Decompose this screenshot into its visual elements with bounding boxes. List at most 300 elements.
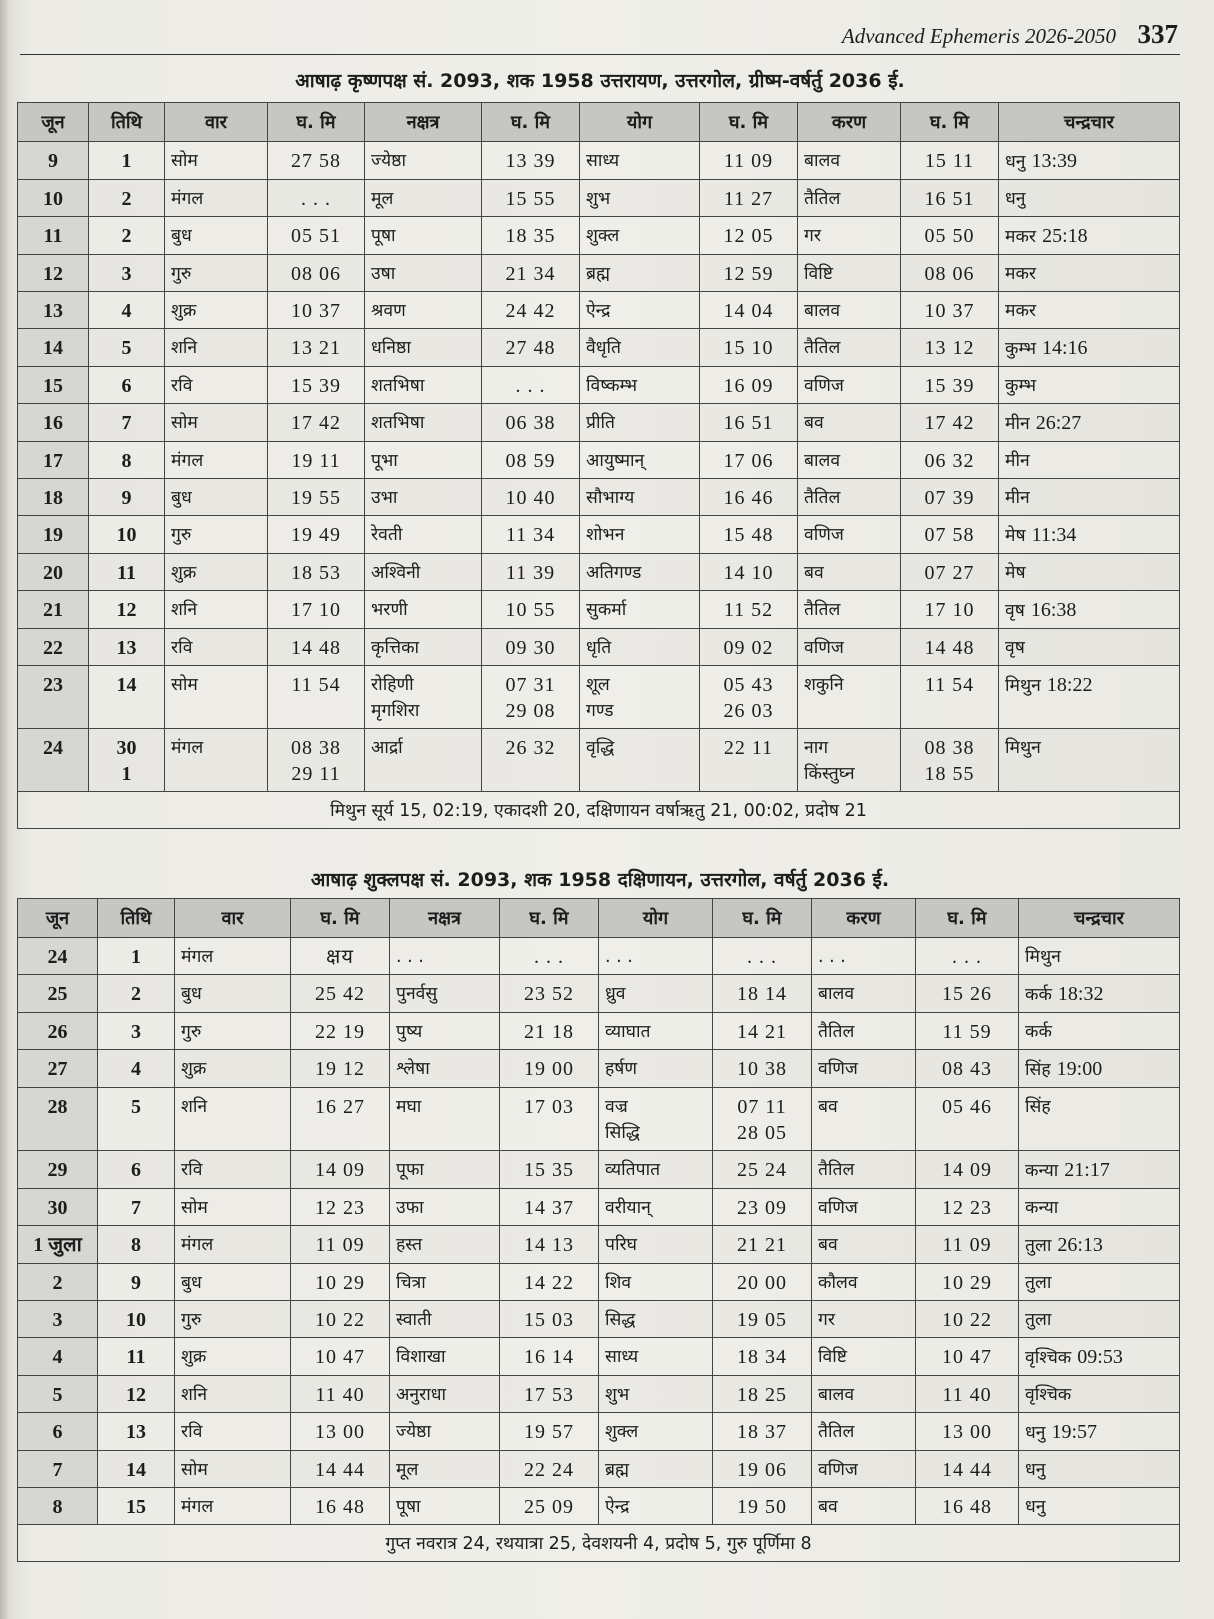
yoga-end-cell bbox=[713, 1264, 812, 1301]
date-cell: 11 bbox=[18, 217, 89, 255]
yoga-end-cell bbox=[700, 729, 798, 792]
karana-cell bbox=[812, 1488, 916, 1525]
moon-ingress-time: 18:32 bbox=[1057, 983, 1104, 1005]
moon-ingress-time: 13:39 bbox=[1031, 150, 1078, 172]
moon-ingress-time: 26:13 bbox=[1057, 1234, 1103, 1256]
nakshatra-cell bbox=[365, 255, 482, 292]
yoga-end-cell bbox=[700, 180, 798, 217]
vaar-cell: मंगल bbox=[165, 729, 268, 792]
karana-value: किंस्तुघ्न bbox=[804, 764, 855, 784]
tithi-cell bbox=[98, 1413, 175, 1451]
yoga-end-cell bbox=[713, 1376, 812, 1413]
time-value: 14 21 bbox=[737, 1021, 787, 1043]
header-col-karana-end: घ. मि bbox=[916, 899, 1019, 938]
date-cell: 24 bbox=[18, 938, 98, 975]
tithi-value: 8 bbox=[131, 1234, 141, 1256]
moon-sign: कर्क bbox=[1025, 1022, 1052, 1042]
yoga-end-cell bbox=[700, 367, 798, 404]
time-value: 17 42 bbox=[924, 412, 975, 434]
footnote-row bbox=[18, 792, 1180, 829]
time-value: 10 47 bbox=[942, 1346, 992, 1368]
time-value: 29 08 bbox=[505, 700, 556, 722]
vaar-cell: बुध bbox=[165, 479, 268, 516]
table-row bbox=[18, 666, 1180, 729]
tithi-cell bbox=[89, 479, 165, 516]
time-value: 11 54 bbox=[924, 674, 975, 696]
time-value: 07 58 bbox=[924, 524, 975, 546]
date-cell: 27 bbox=[18, 1050, 98, 1088]
nakshatra-cell bbox=[390, 1050, 500, 1088]
tithi-value: 7 bbox=[121, 412, 132, 434]
tithi-cell bbox=[89, 367, 165, 404]
time-value: 11 09 bbox=[723, 150, 774, 172]
moon-sign: सिंह bbox=[1025, 1060, 1051, 1080]
vaar-cell: शनि bbox=[165, 591, 268, 629]
tithi-cell bbox=[98, 1338, 175, 1376]
chandrachar-cell bbox=[1019, 1050, 1180, 1088]
karana-value: वणिज bbox=[818, 1059, 858, 1079]
karana-end-cell bbox=[916, 1189, 1019, 1226]
time-value: 25 09 bbox=[524, 1496, 574, 1518]
date-cell: 24 bbox=[18, 729, 89, 792]
vaar-cell: गुरु bbox=[175, 1013, 291, 1050]
karana-end-cell bbox=[916, 1488, 1019, 1525]
tithi-value: 12 bbox=[116, 599, 137, 621]
nakshatra-end-cell bbox=[500, 975, 599, 1013]
vaar-cell: सोम bbox=[165, 666, 268, 729]
date-cell: 4 bbox=[18, 1338, 98, 1376]
yoga-cell bbox=[599, 1226, 713, 1264]
table2-header-row bbox=[18, 899, 1180, 938]
moon-ingress-time: 14:16 bbox=[1042, 337, 1088, 359]
time-value: 12 05 bbox=[723, 225, 774, 247]
nakshatra-value: उभा bbox=[371, 488, 398, 508]
chandrachar-cell bbox=[999, 629, 1180, 666]
nakshatra-cell bbox=[390, 1488, 500, 1525]
tithi-end-cell bbox=[268, 367, 365, 404]
chandrachar-cell bbox=[1019, 1013, 1180, 1050]
tithi-value: 6 bbox=[121, 375, 132, 397]
table-row bbox=[18, 591, 1180, 629]
karana-cell bbox=[798, 217, 901, 255]
time-value: 07 11 bbox=[737, 1096, 787, 1118]
karana-cell bbox=[798, 404, 901, 442]
moon-sign: धनु bbox=[1025, 1460, 1046, 1480]
karana-end-cell bbox=[901, 367, 999, 404]
karana-value: तैतिल bbox=[804, 600, 841, 620]
time-value: 17 06 bbox=[723, 450, 774, 472]
header-col-tithi-end: घ. मि bbox=[291, 899, 390, 938]
karana-value: बालव bbox=[804, 451, 841, 471]
moon-sign: वृश्चिक bbox=[1025, 1348, 1072, 1368]
table-row bbox=[18, 1376, 1180, 1413]
nakshatra-cell bbox=[365, 729, 482, 792]
time-value: 11 40 bbox=[942, 1384, 992, 1406]
yoga-cell bbox=[599, 1451, 713, 1488]
vaar-cell: बुध bbox=[165, 217, 268, 255]
tithi-end-cell bbox=[268, 629, 365, 666]
tithi-value: 3 bbox=[121, 263, 132, 285]
tithi-cell bbox=[89, 629, 165, 666]
moon-sign: मेष bbox=[1005, 526, 1026, 546]
karana-value: वणिज bbox=[818, 1460, 858, 1480]
time-value: क्षय bbox=[326, 946, 354, 968]
karana-end-cell bbox=[916, 1151, 1019, 1189]
nakshatra-value: पुनर्वसु bbox=[396, 984, 438, 1004]
date-cell: 15 bbox=[18, 367, 89, 404]
nakshatra-value: चित्रा bbox=[396, 1273, 426, 1293]
yoga-cell bbox=[599, 1013, 713, 1050]
time-value: 11 40 bbox=[315, 1384, 365, 1406]
yoga-value: शुभ bbox=[605, 1385, 630, 1405]
yoga-end-cell bbox=[700, 591, 798, 629]
time-value: 18 37 bbox=[737, 1421, 787, 1443]
tithi-cell bbox=[98, 1013, 175, 1050]
header-col-date: जून bbox=[18, 103, 89, 142]
karana-cell bbox=[798, 729, 901, 792]
time-value: 25 42 bbox=[315, 983, 365, 1005]
date-cell: 13 bbox=[18, 292, 89, 329]
moon-sign: मीन bbox=[1005, 488, 1030, 508]
header-col-karana: करण bbox=[798, 103, 901, 142]
karana-value: विष्टि bbox=[818, 1347, 848, 1367]
karana-cell bbox=[812, 1226, 916, 1264]
chandrachar-cell bbox=[1019, 975, 1180, 1013]
time-value: 07 27 bbox=[924, 562, 975, 584]
moon-sign: मेष bbox=[1005, 563, 1026, 583]
nakshatra-end-cell bbox=[482, 142, 580, 180]
nakshatra-cell bbox=[365, 442, 482, 479]
moon-sign: धनु bbox=[1005, 152, 1026, 172]
vaar-cell: रवि bbox=[175, 1413, 291, 1451]
time-value: 14 22 bbox=[524, 1272, 574, 1294]
header-col-karana: करण bbox=[812, 899, 916, 938]
yoga-end-cell bbox=[700, 554, 798, 591]
time-value: 17 03 bbox=[524, 1096, 574, 1118]
date-cell: 6 bbox=[18, 1413, 98, 1451]
time-value: 07 31 bbox=[505, 674, 556, 696]
karana-cell bbox=[798, 367, 901, 404]
nakshatra-value: उषा bbox=[371, 264, 396, 284]
time-value: 22 11 bbox=[723, 737, 774, 759]
nakshatra-end-cell bbox=[500, 1050, 599, 1088]
tithi-end-cell bbox=[268, 729, 365, 792]
tithi-value: 2 bbox=[121, 188, 132, 210]
tithi-end-cell bbox=[268, 217, 365, 255]
moon-ingress-time: 11:34 bbox=[1031, 524, 1077, 546]
table1-body bbox=[18, 142, 1180, 829]
nakshatra-value: स्वाती bbox=[396, 1310, 432, 1330]
yoga-value: प्रीति bbox=[586, 413, 615, 433]
moon-sign: वृष bbox=[1005, 601, 1025, 621]
yoga-end-cell bbox=[713, 1050, 812, 1088]
yoga-end-cell bbox=[700, 142, 798, 180]
yoga-cell bbox=[599, 1338, 713, 1376]
table-row bbox=[18, 292, 1180, 329]
moon-sign: कन्या bbox=[1025, 1161, 1059, 1181]
nakshatra-end-cell bbox=[482, 666, 580, 729]
table-row bbox=[18, 1301, 1180, 1338]
time-value: 21 21 bbox=[737, 1234, 787, 1256]
yoga-end-cell bbox=[700, 442, 798, 479]
nakshatra-end-cell bbox=[482, 591, 580, 629]
nakshatra-cell bbox=[390, 1451, 500, 1488]
time-value: 18 55 bbox=[924, 763, 975, 785]
time-value: 12 23 bbox=[942, 1197, 992, 1219]
time-value: 14 13 bbox=[524, 1234, 574, 1256]
chandrachar-cell bbox=[999, 479, 1180, 516]
time-value: . . . bbox=[952, 946, 982, 968]
yoga-value: शुक्ल bbox=[586, 226, 620, 246]
moon-ingress-time: 25:18 bbox=[1042, 225, 1088, 247]
karana-value: बालव bbox=[818, 1385, 855, 1405]
time-value: 11 09 bbox=[942, 1234, 992, 1256]
nakshatra-cell bbox=[365, 591, 482, 629]
nakshatra-cell bbox=[365, 479, 482, 516]
krishna-paksha-table bbox=[17, 102, 1180, 829]
time-value: 06 32 bbox=[924, 450, 975, 472]
time-value: 16 48 bbox=[315, 1496, 365, 1518]
time-value: 11 34 bbox=[505, 524, 556, 546]
date-cell: 25 bbox=[18, 975, 98, 1013]
yoga-value: ब्रह्म bbox=[586, 264, 611, 284]
tithi-value: 14 bbox=[126, 1459, 146, 1481]
yoga-end-cell bbox=[713, 975, 812, 1013]
date-cell: 16 bbox=[18, 404, 89, 442]
tithi-end-cell bbox=[291, 1151, 390, 1189]
time-value: 05 46 bbox=[942, 1096, 992, 1118]
time-value: 13 00 bbox=[315, 1421, 365, 1443]
time-value: 17 42 bbox=[291, 412, 341, 434]
date-cell: 23 bbox=[18, 666, 89, 729]
yoga-cell bbox=[580, 554, 700, 591]
karana-value: कौलव bbox=[818, 1273, 858, 1293]
nakshatra-cell bbox=[365, 292, 482, 329]
karana-cell bbox=[812, 938, 916, 975]
yoga-cell bbox=[599, 1301, 713, 1338]
nakshatra-cell bbox=[390, 1376, 500, 1413]
time-value: 22 19 bbox=[315, 1021, 365, 1043]
nakshatra-value: आर्द्रा bbox=[371, 738, 403, 758]
time-value: 26 03 bbox=[723, 700, 774, 722]
moon-sign: कन्या bbox=[1025, 1198, 1059, 1218]
yoga-value: शुभ bbox=[586, 189, 611, 209]
vaar-cell: शुक्र bbox=[175, 1338, 291, 1376]
tithi-end-cell bbox=[291, 1376, 390, 1413]
date-cell: 14 bbox=[18, 329, 89, 367]
moon-sign: वृष bbox=[1005, 638, 1025, 658]
header-col-yoga: योग bbox=[580, 103, 700, 142]
yoga-cell bbox=[580, 404, 700, 442]
tithi-value: 1 bbox=[121, 763, 132, 785]
karana-cell bbox=[798, 554, 901, 591]
tithi-cell bbox=[89, 591, 165, 629]
time-value: 13 21 bbox=[291, 337, 341, 359]
chandrachar-cell bbox=[1019, 1301, 1180, 1338]
karana-end-cell bbox=[901, 329, 999, 367]
yoga-value: सिद्धि bbox=[605, 1123, 640, 1143]
yoga-end-cell bbox=[713, 1189, 812, 1226]
table-row bbox=[18, 729, 1180, 792]
time-value: 14 09 bbox=[942, 1159, 992, 1181]
moon-sign: मकर bbox=[1005, 264, 1037, 284]
nakshatra-value: शतभिषा bbox=[371, 376, 425, 396]
time-value: 19 55 bbox=[291, 487, 341, 509]
nakshatra-end-cell bbox=[482, 479, 580, 516]
table-row bbox=[18, 180, 1180, 217]
chandrachar-cell bbox=[999, 554, 1180, 591]
yoga-end-cell bbox=[713, 1413, 812, 1451]
yoga-cell bbox=[599, 1189, 713, 1226]
time-value: 26 32 bbox=[505, 737, 556, 759]
karana-cell bbox=[812, 975, 916, 1013]
time-value: 08 43 bbox=[942, 1058, 992, 1080]
tithi-end-cell bbox=[268, 329, 365, 367]
time-value: 05 51 bbox=[291, 225, 341, 247]
table1-title: आषाढ़ कृष्णपक्ष सं. 2093, शक 1958 उत्तरायण, उत्तरगोल, ग्रीष्म-वर्षर्तु 2036 ई. bbox=[295, 70, 905, 92]
tithi-cell bbox=[89, 516, 165, 554]
table-row bbox=[18, 1151, 1180, 1189]
nakshatra-cell bbox=[365, 367, 482, 404]
time-value: 09 30 bbox=[505, 637, 556, 659]
vaar-cell: सोम bbox=[175, 1189, 291, 1226]
yoga-cell bbox=[580, 442, 700, 479]
chandrachar-cell bbox=[1019, 1451, 1180, 1488]
karana-value: शकुनि bbox=[804, 675, 844, 695]
vaar-cell: रवि bbox=[165, 629, 268, 666]
time-value: . . . bbox=[301, 188, 331, 210]
time-value: 14 48 bbox=[291, 637, 341, 659]
time-value: 18 35 bbox=[505, 225, 556, 247]
yoga-end-cell bbox=[700, 292, 798, 329]
time-value: 15 55 bbox=[505, 188, 556, 210]
karana-value: . . . bbox=[818, 947, 846, 967]
nakshatra-end-cell bbox=[500, 1088, 599, 1151]
nakshatra-value: . . . bbox=[396, 947, 424, 967]
yoga-cell bbox=[580, 516, 700, 554]
nakshatra-cell bbox=[365, 666, 482, 729]
moon-sign: धनु bbox=[1025, 1423, 1046, 1443]
karana-value: बव bbox=[818, 1097, 838, 1117]
time-value: 08 06 bbox=[924, 263, 975, 285]
time-value: 10 22 bbox=[942, 1309, 992, 1331]
tithi-value: 9 bbox=[131, 1272, 141, 1294]
nakshatra-cell bbox=[365, 217, 482, 255]
yoga-value: साध्य bbox=[586, 151, 620, 171]
time-value: 13 00 bbox=[942, 1421, 992, 1443]
time-value: 18 53 bbox=[291, 562, 341, 584]
tithi-value: 5 bbox=[121, 337, 132, 359]
footnote-row bbox=[18, 1525, 1180, 1562]
nakshatra-cell bbox=[390, 1338, 500, 1376]
karana-cell bbox=[798, 629, 901, 666]
tithi-value: 6 bbox=[131, 1159, 141, 1181]
header-col-nakshatra: नक्षत्र bbox=[365, 103, 482, 142]
yoga-end-cell bbox=[713, 1301, 812, 1338]
tithi-end-cell bbox=[268, 516, 365, 554]
nakshatra-end-cell bbox=[482, 442, 580, 479]
tithi-cell bbox=[98, 1226, 175, 1264]
nakshatra-end-cell bbox=[482, 255, 580, 292]
table-row bbox=[18, 975, 1180, 1013]
page-number: 337 bbox=[1137, 19, 1178, 49]
tithi-value: 12 bbox=[126, 1384, 146, 1406]
karana-end-cell bbox=[901, 292, 999, 329]
time-value: 10 29 bbox=[315, 1272, 365, 1294]
karana-value: तैतिल bbox=[804, 338, 841, 358]
yoga-end-cell bbox=[700, 666, 798, 729]
date-cell: 26 bbox=[18, 1013, 98, 1050]
tithi-cell bbox=[89, 329, 165, 367]
karana-end-cell bbox=[901, 666, 999, 729]
chandrachar-cell bbox=[1019, 1488, 1180, 1525]
date-cell: 19 bbox=[18, 516, 89, 554]
time-value: 14 10 bbox=[723, 562, 774, 584]
header-col-yoga: योग bbox=[599, 899, 713, 938]
time-value: 24 42 bbox=[505, 300, 556, 322]
tithi-end-cell bbox=[291, 1189, 390, 1226]
table2-body bbox=[18, 938, 1180, 1562]
chandrachar-cell bbox=[999, 292, 1180, 329]
nakshatra-value: पूषा bbox=[396, 1497, 421, 1517]
header-col-tithi-end: घ. मि bbox=[268, 103, 365, 142]
yoga-value: विष्कम्भ bbox=[586, 376, 638, 396]
time-value: 19 06 bbox=[737, 1459, 787, 1481]
yoga-cell bbox=[599, 1413, 713, 1451]
yoga-value: ऐन्द्र bbox=[605, 1497, 630, 1517]
header-col-chandrachar: चन्द्रचार bbox=[999, 103, 1180, 142]
nakshatra-value: उफा bbox=[396, 1198, 424, 1218]
karana-end-cell bbox=[916, 938, 1019, 975]
tithi-end-cell bbox=[291, 1488, 390, 1525]
nakshatra-end-cell bbox=[482, 292, 580, 329]
karana-cell bbox=[812, 1151, 916, 1189]
vaar-cell: मंगल bbox=[165, 442, 268, 479]
tithi-cell bbox=[98, 1451, 175, 1488]
yoga-value: शोभन bbox=[586, 525, 625, 545]
nakshatra-cell bbox=[390, 1013, 500, 1050]
time-value: 11 59 bbox=[942, 1021, 992, 1043]
tithi-value: 2 bbox=[131, 983, 141, 1005]
time-value: 17 10 bbox=[291, 599, 341, 621]
header-col-vaar: वार bbox=[175, 899, 291, 938]
chandrachar-cell bbox=[1019, 938, 1180, 975]
time-value: 10 37 bbox=[291, 300, 341, 322]
tithi-cell bbox=[89, 729, 165, 792]
nakshatra-end-cell bbox=[482, 629, 580, 666]
date-cell: 18 bbox=[18, 479, 89, 516]
table-row bbox=[18, 1413, 1180, 1451]
nakshatra-value: ज्येष्ठा bbox=[371, 151, 406, 171]
vaar-cell: गुरु bbox=[165, 255, 268, 292]
time-value: 15 48 bbox=[723, 524, 774, 546]
yoga-cell bbox=[599, 1488, 713, 1525]
nakshatra-cell bbox=[365, 180, 482, 217]
nakshatra-end-cell bbox=[482, 217, 580, 255]
tithi-cell bbox=[89, 255, 165, 292]
karana-value: तैतिल bbox=[804, 488, 841, 508]
karana-cell bbox=[812, 1413, 916, 1451]
tithi-value: 11 bbox=[126, 1346, 146, 1368]
table-row bbox=[18, 142, 1180, 180]
table-row bbox=[18, 442, 1180, 479]
moon-sign: मकर bbox=[1005, 227, 1037, 247]
tithi-cell bbox=[89, 217, 165, 255]
tithi-cell bbox=[98, 1189, 175, 1226]
yoga-cell bbox=[580, 180, 700, 217]
time-value: 14 44 bbox=[942, 1459, 992, 1481]
yoga-cell bbox=[599, 1151, 713, 1189]
